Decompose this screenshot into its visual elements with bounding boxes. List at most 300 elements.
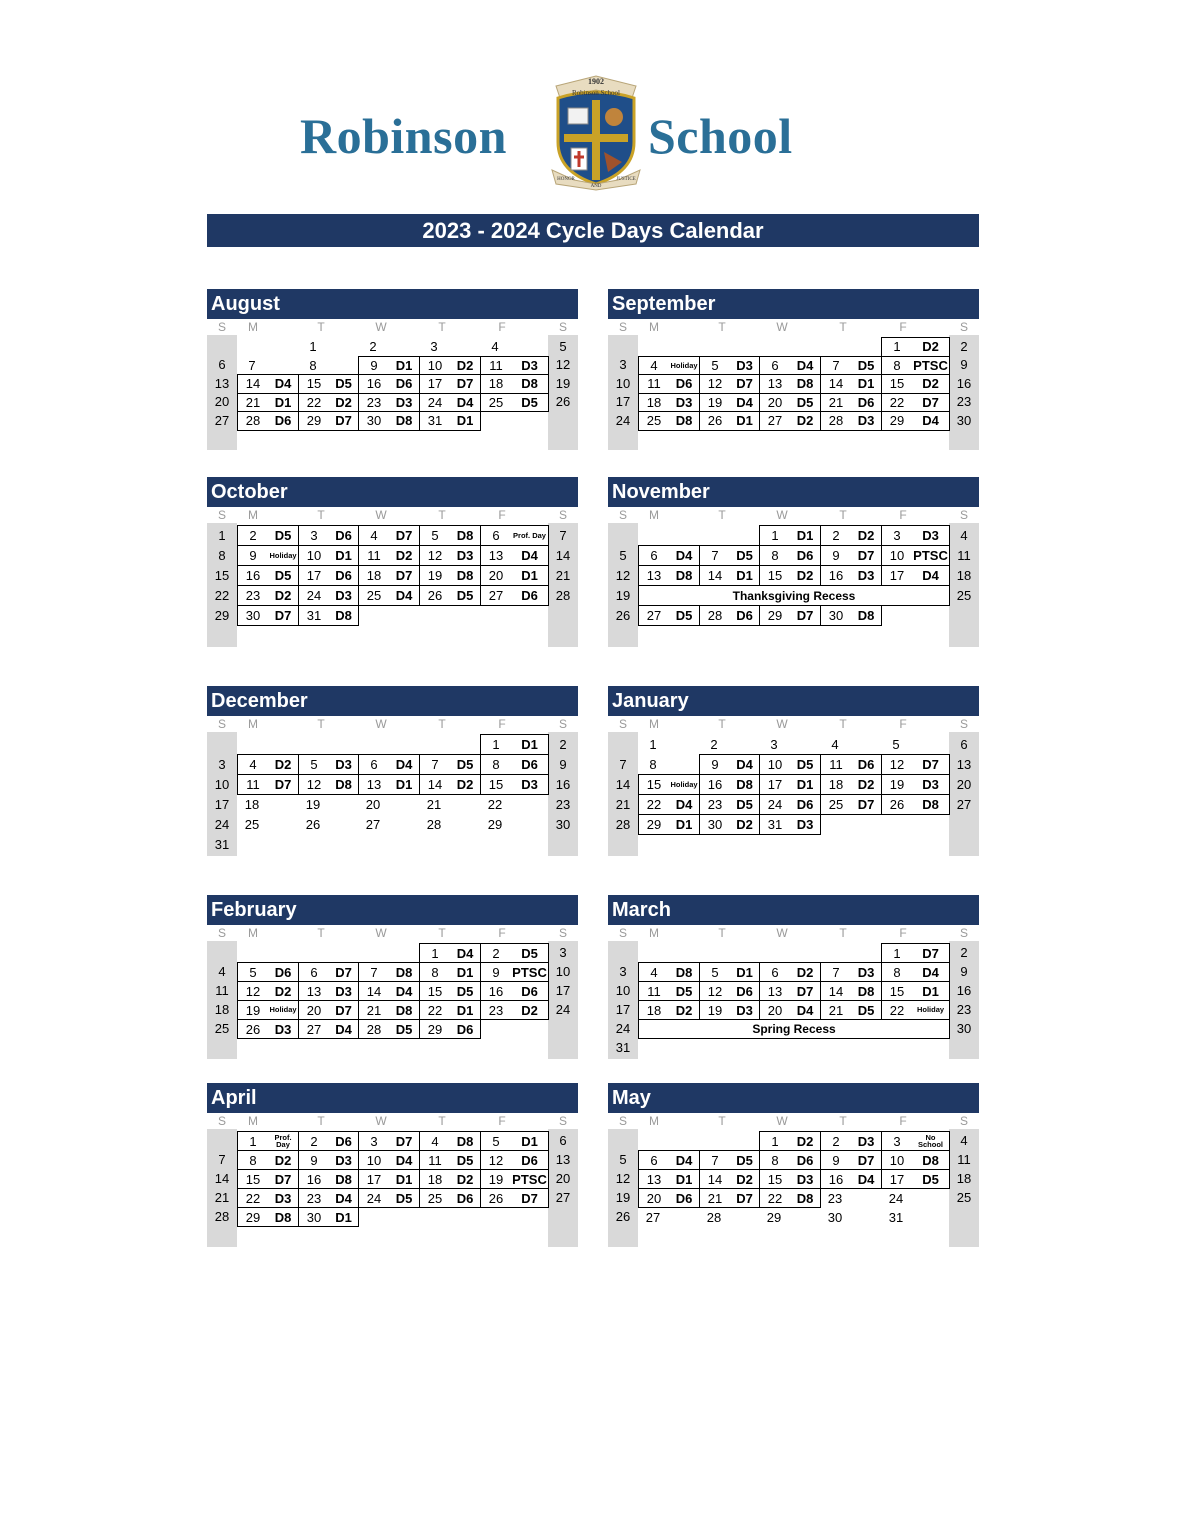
weekend-day: 10 <box>555 964 571 979</box>
day-cell <box>237 1131 299 1151</box>
weekend-day: 6 <box>960 736 968 752</box>
weekend-day: 28 <box>214 1209 230 1224</box>
day-number: 10 <box>427 357 443 373</box>
day-number: 26 <box>488 1190 504 1206</box>
day-note: Prof. Day <box>513 530 546 540</box>
day-number: 12 <box>707 983 723 999</box>
day-cell <box>480 794 549 815</box>
cycle-day: D5 <box>796 394 814 410</box>
month-february <box>207 895 578 1059</box>
weekend-day: 14 <box>615 776 631 792</box>
day-cell <box>820 754 882 775</box>
day-number: 8 <box>431 964 439 980</box>
cycle-day: D6 <box>796 797 814 812</box>
day-number: 11 <box>246 777 260 792</box>
cycle-day: D4 <box>922 413 939 429</box>
day-number: 20 <box>488 568 504 583</box>
cycle-day: D8 <box>335 608 352 623</box>
day-cell <box>419 774 481 795</box>
weekend-day: 11 <box>957 547 971 563</box>
weekday-label: T <box>718 508 726 522</box>
weekday-header <box>608 716 979 732</box>
weekday-label: S <box>618 926 627 940</box>
day-number: 7 <box>832 964 840 980</box>
cycle-day: D3 <box>857 568 875 583</box>
day-cell <box>419 1188 481 1208</box>
day-number: 1 <box>771 1133 779 1149</box>
day-number: 15 <box>889 983 905 999</box>
weekday-label: W <box>375 717 387 731</box>
day-cell <box>237 411 299 431</box>
day-number: 14 <box>366 983 382 999</box>
day-cell <box>237 393 299 413</box>
day-number: 15 <box>767 1171 783 1187</box>
cycle-day: D3 <box>857 964 875 980</box>
day-number: 21 <box>366 1002 382 1018</box>
crest-motto-justice: JUSTICE <box>616 177 636 182</box>
day-cell <box>480 943 549 963</box>
day-cell <box>881 565 950 586</box>
day-number: 26 <box>427 588 443 603</box>
day-number: 2 <box>249 528 257 543</box>
day-cell <box>759 981 821 1001</box>
cycle-day: D2 <box>521 1002 538 1018</box>
weekday-label: W <box>776 926 788 940</box>
cycle-day: D2 <box>736 1171 753 1187</box>
day-cell <box>699 545 760 566</box>
day-number: 6 <box>650 548 658 563</box>
day-cell <box>480 814 549 835</box>
cycle-day: D2 <box>796 964 814 980</box>
weekend-day: 14 <box>214 1171 230 1186</box>
day-cell <box>759 962 821 982</box>
day-number: 20 <box>646 1190 662 1206</box>
day-cell <box>298 1188 359 1208</box>
day-cell <box>419 374 481 394</box>
day-number: 26 <box>707 413 723 429</box>
day-number: 14 <box>707 1171 723 1187</box>
weekday-label: T <box>317 717 325 731</box>
weekday-label: T <box>317 1114 325 1128</box>
weekend-day: 10 <box>214 776 230 792</box>
cycle-day: D6 <box>395 376 413 392</box>
weekday-label: T <box>718 320 726 334</box>
day-cell <box>820 393 882 413</box>
cycle-day: D8 <box>521 376 538 392</box>
day-number: 15 <box>488 777 504 792</box>
day-cell <box>881 1150 950 1170</box>
day-cell <box>298 754 359 775</box>
month-days <box>608 523 979 647</box>
cycle-day: D6 <box>675 1190 693 1206</box>
cycle-day: D3 <box>395 394 413 410</box>
day-number: 6 <box>370 757 378 772</box>
day-number: 13 <box>366 777 382 792</box>
cycle-day: D6 <box>521 983 538 999</box>
day-number: 15 <box>646 777 662 792</box>
day-note: Holiday <box>670 360 698 370</box>
day-cell <box>820 411 882 431</box>
cycle-day: D2 <box>335 394 352 410</box>
day-cell <box>358 1131 420 1151</box>
day-number: 26 <box>889 797 905 812</box>
day-cell <box>699 1169 760 1189</box>
cycle-day: D4 <box>456 394 474 410</box>
cycle-day: D5 <box>736 1152 753 1168</box>
day-cell <box>298 525 359 546</box>
day-number: 16 <box>828 568 844 583</box>
cycle-day: D1 <box>456 1002 474 1018</box>
cycle-day: D8 <box>857 608 875 623</box>
cycle-day: D2 <box>796 413 814 429</box>
day-cell <box>638 962 700 982</box>
day-cell <box>699 981 760 1001</box>
cycle-day: D1 <box>796 528 814 543</box>
weekend-day: 9 <box>960 357 968 373</box>
day-number: 17 <box>427 376 443 392</box>
weekend-day: 17 <box>615 1002 631 1017</box>
cycle-day: D2 <box>922 376 939 392</box>
day-cell <box>298 1019 359 1039</box>
day-number: 31 <box>427 413 443 429</box>
day-number: 1 <box>431 945 439 961</box>
cycle-day: D4 <box>922 964 939 980</box>
cycle-day: D7 <box>335 1002 352 1018</box>
day-cell <box>759 754 821 775</box>
day-number: 23 <box>488 1002 504 1018</box>
day-cell <box>820 734 882 755</box>
weekday-label: T <box>438 926 446 940</box>
month-august <box>207 289 578 450</box>
day-cell <box>298 411 359 431</box>
cycle-day: D8 <box>456 568 474 583</box>
day-cell <box>480 1188 549 1208</box>
cycle-day: D2 <box>796 1133 814 1149</box>
weekday-label: S <box>217 320 226 334</box>
day-number: 11 <box>428 1152 442 1168</box>
day-number: 10 <box>889 548 905 563</box>
day-cell <box>298 981 359 1001</box>
day-note: Holiday <box>269 1005 297 1015</box>
weekend-day: 25 <box>956 1190 972 1205</box>
weekend-day: 4 <box>218 964 226 979</box>
day-cell <box>298 374 359 394</box>
day-number: 8 <box>771 1152 779 1168</box>
day-number: 16 <box>488 983 504 999</box>
cycle-day: D5 <box>456 588 474 603</box>
month-days <box>608 941 979 1059</box>
day-cell <box>881 1188 950 1208</box>
day-cell <box>881 393 950 413</box>
weekend-day: 3 <box>218 756 226 772</box>
cycle-day: D6 <box>857 394 875 410</box>
cycle-day: D5 <box>857 357 875 373</box>
day-number: 10 <box>306 548 322 563</box>
day-cell <box>759 1000 821 1020</box>
weekend-day: 30 <box>956 1021 972 1036</box>
day-note: No School <box>917 1132 943 1149</box>
day-number: 18 <box>366 568 382 583</box>
cycle-day: D4 <box>335 1021 352 1037</box>
day-cell <box>881 734 950 755</box>
day-cell <box>480 565 549 586</box>
day-cell <box>358 1150 420 1170</box>
cycle-day: D4 <box>796 357 814 373</box>
weekday-label: T <box>839 1114 847 1128</box>
cycle-day: D6 <box>857 757 875 772</box>
cycle-day: D3 <box>922 528 939 543</box>
weekend-day: 7 <box>619 756 627 772</box>
cycle-day: D4 <box>395 757 413 772</box>
cycle-day: D3 <box>335 588 352 603</box>
day-number: 14 <box>707 568 723 583</box>
day-number: 8 <box>771 548 779 563</box>
day-number: 16 <box>306 1171 322 1187</box>
day-cell <box>881 1000 950 1020</box>
weekend-day: 12 <box>615 567 631 583</box>
month-days <box>207 523 578 647</box>
day-cell <box>419 814 481 835</box>
weekday-label: M <box>649 717 659 731</box>
day-number: 21 <box>245 394 261 410</box>
cycle-day: D3 <box>335 1152 352 1168</box>
cycle-day: D4 <box>675 797 693 812</box>
weekend-day: 21 <box>555 567 571 583</box>
weekend-day: 22 <box>214 587 230 603</box>
weekday-label: T <box>839 926 847 940</box>
day-cell <box>820 1150 882 1170</box>
day-number: 12 <box>306 777 322 792</box>
day-number: 22 <box>245 1190 261 1206</box>
day-number: 23 <box>707 797 723 812</box>
month-title: February <box>207 895 578 925</box>
cycle-day: D7 <box>274 1171 292 1187</box>
cycle-day: D2 <box>456 1171 474 1187</box>
cycle-day: D7 <box>857 797 875 812</box>
day-cell <box>881 774 950 795</box>
day-number: 3 <box>370 1133 378 1149</box>
day-number: 29 <box>487 817 503 832</box>
cycle-day: D3 <box>335 983 352 999</box>
day-cell <box>881 356 950 376</box>
day-cell <box>638 754 700 775</box>
cycle-day: PTSC <box>512 1171 547 1187</box>
weekend-day: 15 <box>214 567 230 583</box>
day-number: 28 <box>707 608 723 623</box>
cycle-day: D6 <box>675 376 693 392</box>
day-number: 9 <box>832 548 840 563</box>
cycle-day: D1 <box>335 548 352 563</box>
day-cell <box>480 1000 549 1020</box>
day-number: 15 <box>306 376 322 392</box>
cycle-day: D1 <box>736 964 753 980</box>
day-number: 30 <box>828 608 844 623</box>
day-number: 17 <box>889 1171 905 1187</box>
weekday-label: S <box>217 717 226 731</box>
day-cell <box>298 794 359 815</box>
day-cell <box>480 585 549 606</box>
cycle-day: D5 <box>675 983 693 999</box>
day-number: 30 <box>827 1209 843 1225</box>
weekday-label: F <box>498 717 506 731</box>
weekend-day: 16 <box>555 776 571 792</box>
cycle-day: D4 <box>456 945 474 961</box>
weekend-day: 20 <box>956 776 972 792</box>
weekday-label: M <box>649 508 659 522</box>
day-number: 30 <box>366 413 382 429</box>
cycle-day: D5 <box>395 1021 413 1037</box>
day-number: 21 <box>426 797 442 812</box>
cycle-day: D2 <box>274 588 292 603</box>
weekday-label: F <box>899 1114 907 1128</box>
cycle-day: D6 <box>796 548 814 563</box>
cycle-day: D1 <box>796 777 814 792</box>
weekend-day: 13 <box>214 375 230 391</box>
weekend-day: 31 <box>615 1040 631 1055</box>
day-cell <box>638 1207 700 1227</box>
weekend-day: 27 <box>555 1190 571 1205</box>
cycle-day: D7 <box>857 548 875 563</box>
day-cell <box>759 374 821 394</box>
day-cell <box>480 1169 549 1189</box>
day-cell <box>358 754 420 775</box>
day-cell <box>881 754 950 775</box>
day-number: 13 <box>767 376 783 392</box>
weekend-day: 16 <box>956 983 972 998</box>
day-number: 6 <box>310 964 318 980</box>
day-cell <box>820 545 882 566</box>
day-number: 7 <box>431 757 439 772</box>
weekday-label: T <box>438 320 446 334</box>
day-cell <box>699 734 760 755</box>
day-number: 8 <box>309 357 317 373</box>
cycle-day: D1 <box>335 1209 352 1225</box>
day-cell <box>298 356 359 376</box>
cycle-day: D1 <box>395 1171 413 1187</box>
day-number: 25 <box>366 588 382 603</box>
month-september <box>608 289 979 450</box>
cycle-day: D8 <box>456 1133 474 1149</box>
day-cell <box>358 565 420 586</box>
day-number: 15 <box>427 983 443 999</box>
cycle-day: D8 <box>274 1209 292 1225</box>
day-number: 3 <box>770 737 778 752</box>
weekend-day: 5 <box>619 547 627 563</box>
day-cell <box>638 393 700 413</box>
cycle-day: D6 <box>274 964 292 980</box>
day-number: 17 <box>767 777 783 792</box>
day-cell <box>699 411 760 431</box>
weekend-day: 10 <box>615 375 631 391</box>
cycle-day: D1 <box>521 568 538 583</box>
cycle-day: D3 <box>922 777 939 792</box>
cycle-day: D2 <box>456 777 474 792</box>
month-december <box>207 686 578 856</box>
day-cell <box>759 1131 821 1151</box>
cycle-day: D8 <box>857 983 875 999</box>
cycle-day: D3 <box>736 1002 753 1018</box>
day-cell <box>881 337 950 357</box>
day-number: 27 <box>488 588 504 603</box>
day-number: 14 <box>828 983 844 999</box>
day-number: 26 <box>305 817 321 832</box>
weekend-day: 5 <box>619 1152 627 1167</box>
day-number: 5 <box>249 964 257 980</box>
day-cell <box>237 525 299 546</box>
school-logo <box>296 72 824 192</box>
weekend-day: 3 <box>619 357 627 373</box>
cycle-day: D7 <box>796 983 814 999</box>
weekend-day: 27 <box>956 796 972 812</box>
weekday-header <box>608 319 979 335</box>
cycle-day: D8 <box>395 964 413 980</box>
cycle-day: D3 <box>274 1021 292 1037</box>
weekend-day: 13 <box>956 756 972 772</box>
day-cell <box>480 1150 549 1170</box>
day-number: 20 <box>365 797 381 812</box>
weekday-label: M <box>248 717 258 731</box>
day-number: 25 <box>244 817 260 832</box>
day-cell <box>881 411 950 431</box>
day-number: 25 <box>488 394 504 410</box>
weekend-day: 14 <box>555 547 571 563</box>
day-number: 2 <box>832 1133 840 1149</box>
day-number: 8 <box>649 757 657 772</box>
weekend-day: 24 <box>555 1002 571 1017</box>
month-november <box>608 477 979 647</box>
day-cell <box>358 411 420 431</box>
day-cell <box>237 962 299 982</box>
crest-motto-honor: HONOR <box>557 177 575 182</box>
day-cell <box>237 585 299 606</box>
month-title: September <box>608 289 979 319</box>
day-cell <box>419 962 481 982</box>
day-cell <box>820 356 882 376</box>
cycle-day: D7 <box>922 394 939 410</box>
cycle-day: D5 <box>274 528 292 543</box>
day-number: 27 <box>646 608 662 623</box>
day-cell <box>699 1207 760 1227</box>
day-cell <box>237 774 299 795</box>
day-note: Holiday <box>269 550 297 560</box>
school-crest-icon <box>544 72 648 192</box>
day-cell <box>419 1019 481 1039</box>
day-cell <box>298 774 359 795</box>
weekend-day: 9 <box>960 964 968 979</box>
cycle-day: D6 <box>736 608 753 623</box>
day-number: 6 <box>771 964 779 980</box>
weekday-label: W <box>375 320 387 334</box>
weekday-label: T <box>718 1114 726 1128</box>
day-number: 16 <box>366 376 382 392</box>
day-number: 21 <box>707 1190 723 1206</box>
day-number: 18 <box>646 394 662 410</box>
day-number: 13 <box>488 548 504 563</box>
weekend-day: 10 <box>615 983 631 998</box>
cycle-day: D1 <box>274 394 292 410</box>
weekday-label: S <box>558 717 567 731</box>
cycle-day: D1 <box>456 413 474 429</box>
day-cell <box>638 1000 700 1020</box>
cycle-day: D4 <box>796 1002 814 1018</box>
weekday-label: T <box>438 1114 446 1128</box>
weekday-label: T <box>438 717 446 731</box>
day-number: 24 <box>427 394 443 410</box>
weekend-day: 11 <box>957 1152 971 1167</box>
day-cell <box>638 1188 700 1208</box>
day-number: 1 <box>893 339 901 355</box>
day-number: 9 <box>832 1152 840 1168</box>
